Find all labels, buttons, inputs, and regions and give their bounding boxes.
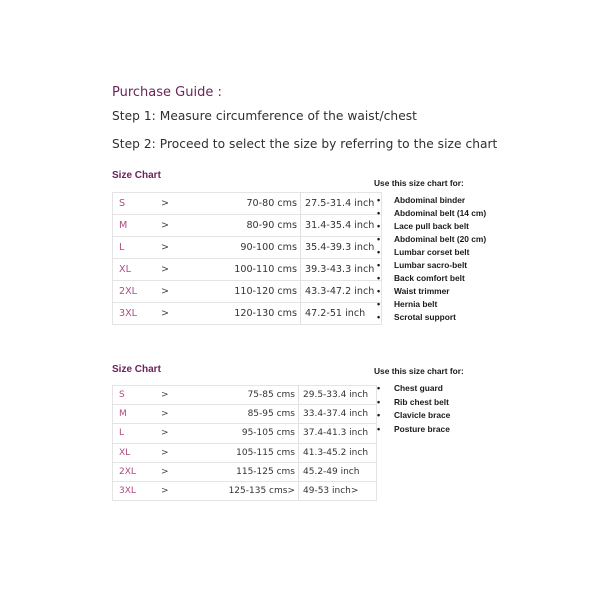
inch-range: 45.2-49 inch <box>299 462 377 481</box>
arrow-glyph: > <box>161 424 201 443</box>
usage-list-block-1 <box>374 178 486 324</box>
usage-item <box>374 409 464 423</box>
cms-range: 85-95 cms <box>201 405 299 424</box>
inch-range: 33.4-37.4 inch <box>299 405 377 424</box>
size-chart-table-2 <box>112 385 377 501</box>
size-row <box>113 237 382 259</box>
size-label: S <box>113 193 162 215</box>
arrow-glyph: > <box>161 215 201 237</box>
bullet-icon: • <box>377 423 381 434</box>
usage-item <box>374 220 486 233</box>
cms-range: 120-130 cms <box>201 303 301 325</box>
bullet-icon: • <box>377 221 381 231</box>
usage-item <box>374 259 486 272</box>
cms-range: 125-135 cms> <box>201 481 299 500</box>
arrow-glyph: > <box>161 405 201 424</box>
usage-item-label: Scrotal support <box>394 312 456 322</box>
bullet-icon: • <box>377 273 381 283</box>
usage-item-label: Abdominal belt (14 cm) <box>394 208 487 218</box>
usage-item-label: Abdominal binder <box>394 195 466 205</box>
size-label: 2XL <box>113 281 162 303</box>
size-row <box>113 462 377 481</box>
size-label: S <box>113 386 162 405</box>
inch-range: 29.5-33.4 inch <box>299 386 377 405</box>
cms-range: 90-100 cms <box>201 237 301 259</box>
purchase-guide-title: Purchase Guide : <box>112 85 222 100</box>
usage-item-label: Lumbar sacro-belt <box>394 260 468 270</box>
size-label: M <box>113 405 162 424</box>
usage-item-label: Rib chest belt <box>394 396 449 407</box>
cms-range: 95-105 cms <box>201 424 299 443</box>
step-2-text: Step 2: Proceed to select the size by referring to the size chart <box>112 137 498 151</box>
inch-range: 37.4-41.3 inch <box>299 424 377 443</box>
bullet-icon: • <box>377 312 381 322</box>
cms-range: 100-110 cms <box>201 259 301 281</box>
inch-range: 47.2-51 inch <box>301 303 382 325</box>
size-row <box>113 259 382 281</box>
bullet-icon: • <box>377 260 381 270</box>
size-row <box>113 193 382 215</box>
size-chart-title-1: Size Chart <box>112 170 161 181</box>
usage-item-label: Abdominal belt (20 cm) <box>394 234 487 244</box>
usage-item <box>374 285 486 298</box>
size-row <box>113 215 382 237</box>
size-chart-table-1 <box>112 192 382 325</box>
step-1-text: Step 1: Measure circumference of the waist/chest <box>112 109 417 123</box>
usage-item <box>374 194 486 207</box>
bullet-icon: • <box>377 208 381 218</box>
size-label: 3XL <box>113 303 162 325</box>
arrow-glyph: > <box>161 481 201 500</box>
size-label: XL <box>113 443 162 462</box>
arrow-glyph: > <box>161 386 201 405</box>
size-label: 3XL <box>113 481 162 500</box>
usage-list-2 <box>374 382 464 436</box>
arrow-glyph: > <box>161 443 201 462</box>
usage-item-label: Back comfort belt <box>394 273 465 283</box>
usage-item-label: Hernia belt <box>394 299 438 309</box>
size-row <box>113 405 377 424</box>
inch-range: 39.3-43.3 inch <box>301 259 382 281</box>
usage-item <box>374 246 486 259</box>
cms-range: 110-120 cms <box>201 281 301 303</box>
inch-range: 41.3-45.2 inch <box>299 443 377 462</box>
size-row <box>113 303 382 325</box>
usage-item-label: Lace pull back belt <box>394 221 469 231</box>
usage-item <box>374 396 464 410</box>
size-label: XL <box>113 259 162 281</box>
size-label: L <box>113 424 162 443</box>
usage-item <box>374 207 486 220</box>
arrow-glyph: > <box>161 237 201 259</box>
usage-item-label: Posture brace <box>394 423 450 434</box>
usage-item <box>374 298 486 311</box>
size-row <box>113 481 377 500</box>
cms-range: 105-115 cms <box>201 443 299 462</box>
arrow-glyph: > <box>161 259 201 281</box>
size-row <box>113 386 377 405</box>
cms-range: 80-90 cms <box>201 215 301 237</box>
inch-range: 27.5-31.4 inch <box>301 193 382 215</box>
usage-list-block-2 <box>374 366 464 436</box>
usage-heading-1: Use this size chart for: <box>374 178 464 188</box>
arrow-glyph: > <box>161 193 201 215</box>
usage-list-1 <box>374 194 486 324</box>
usage-item-label: Chest guard <box>394 383 443 393</box>
usage-item-label: Waist trimmer <box>394 286 450 296</box>
bullet-icon: • <box>377 286 381 296</box>
bullet-icon: • <box>377 383 381 393</box>
size-label: L <box>113 237 162 259</box>
arrow-glyph: > <box>161 462 201 481</box>
inch-range: 43.3-47.2 inch <box>301 281 382 303</box>
usage-item-label: Clavicle brace <box>394 410 451 420</box>
arrow-glyph: > <box>161 303 201 325</box>
size-label: M <box>113 215 162 237</box>
size-row <box>113 281 382 303</box>
usage-item <box>374 311 486 324</box>
usage-heading-2: Use this size chart for: <box>374 366 464 376</box>
size-chart-title-2: Size Chart <box>112 364 161 375</box>
bullet-icon: • <box>377 195 381 205</box>
inch-range: 35.4-39.3 inch <box>301 237 382 259</box>
usage-item-label: Lumbar corset belt <box>394 247 470 257</box>
cms-range: 115-125 cms <box>201 462 299 481</box>
usage-item <box>374 233 486 246</box>
arrow-glyph: > <box>161 281 201 303</box>
cms-range: 70-80 cms <box>201 193 301 215</box>
bullet-icon: • <box>377 247 381 257</box>
inch-range: 31.4-35.4 inch <box>301 215 382 237</box>
cms-range: 75-85 cms <box>201 386 299 405</box>
bullet-icon: • <box>377 234 381 244</box>
usage-item <box>374 382 464 396</box>
usage-item <box>374 423 464 437</box>
usage-item <box>374 272 486 285</box>
bullet-icon: • <box>377 410 381 420</box>
size-row <box>113 443 377 462</box>
inch-range: 49-53 inch> <box>299 481 377 500</box>
bullet-icon: • <box>377 396 381 407</box>
size-label: 2XL <box>113 462 162 481</box>
size-row <box>113 424 377 443</box>
bullet-icon: • <box>377 299 381 309</box>
